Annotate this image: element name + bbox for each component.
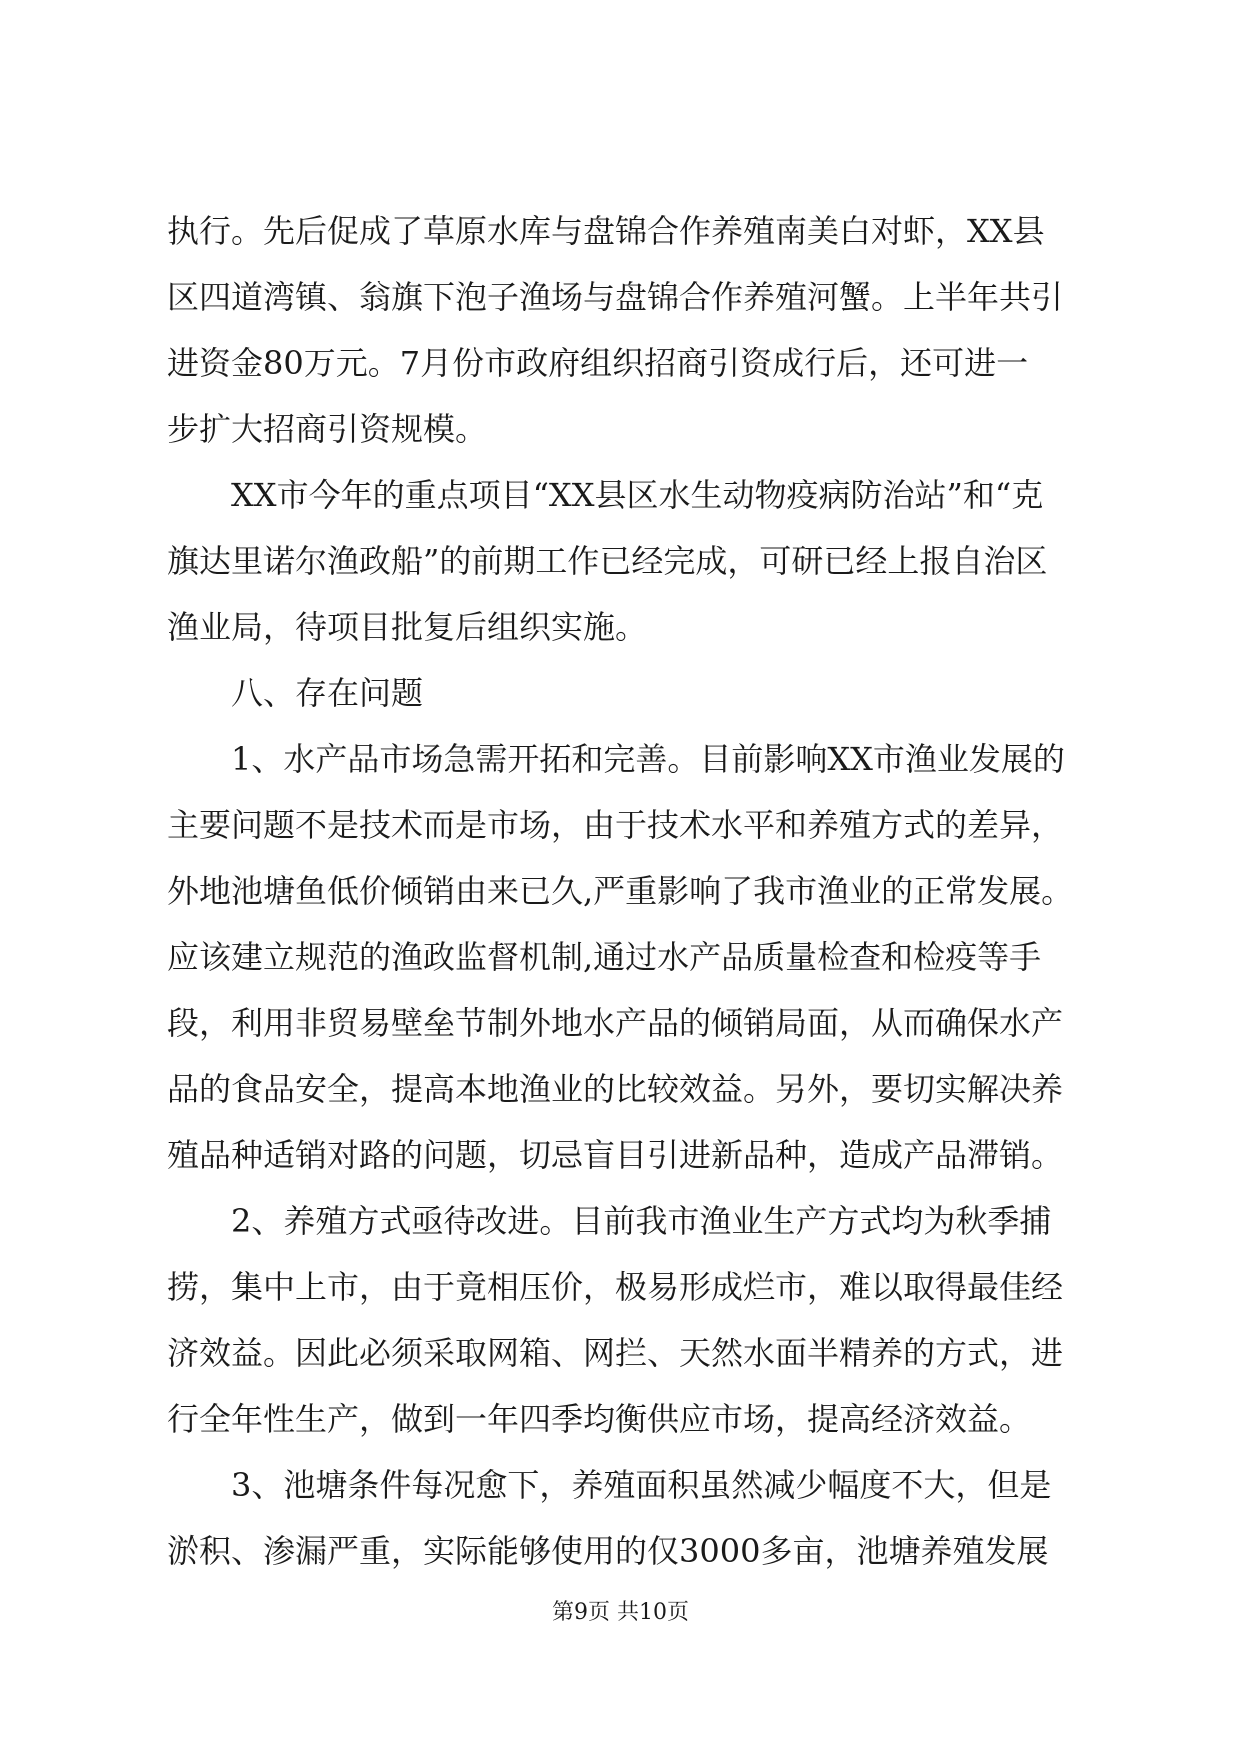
page-footer: 第9页 共10页: [552, 1600, 689, 1625]
text-line: 旗达里诺尔渔政船”的前期工作已经完成，可研已经上报自治区: [167, 542, 1048, 580]
text-line: 区四道湾镇、翁旗下泡子渔场与盘锦合作养殖河蟹。上半年共引: [167, 278, 1064, 316]
text-line: 济效益。因此必须采取网箱、网拦、天然水面半精养的方式，进: [167, 1334, 1064, 1372]
text-line: 主要问题不是技术而是市场，由于技术水平和养殖方式的差异，: [167, 806, 1064, 844]
text-line: 应该建立规范的渔政监督机制,通过水产品质量检查和检疫等手: [167, 938, 1042, 976]
text-line: 进资金80万元。7月份市政府组织招商引资成行后，还可进一: [167, 344, 1029, 382]
text-line: 品的食品安全，提高本地渔业的比较效益。另外，要切实解决养: [167, 1070, 1064, 1108]
text-line: XX市今年的重点项目“XX县区水生动物疫病防治站”和“克: [167, 476, 1044, 514]
section-heading: 八、存在问题: [167, 674, 424, 712]
text-line: 殖品种适销对路的问题，切忌盲目引进新品种，造成产品滞销。: [167, 1136, 1064, 1174]
text-line: 渔业局，待项目批复后组织实施。: [167, 608, 648, 646]
text-line: 3、池塘条件每况愈下，养殖面积虽然减少幅度不大，但是: [167, 1466, 1052, 1504]
text-line: 步扩大招商引资规模。: [167, 410, 488, 448]
text-line: 外地池塘鱼低价倾销由来已久,严重影响了我市渔业的正常发展。: [167, 872, 1074, 910]
text-line: 1、水产品市场急需开拓和完善。目前影响XX市渔业发展的: [167, 740, 1065, 778]
text-line: 段，利用非贸易壁垒节制外地水产品的倾销局面，从而确保水产: [167, 1004, 1064, 1042]
text-line: 执行。先后促成了草原水库与盘锦合作养殖南美白对虾，XX县: [167, 212, 1045, 250]
text-line: 行全年性生产，做到一年四季均衡供应市场，提高经济效益。: [167, 1400, 1032, 1438]
text-line: 淤积、渗漏严重，实际能够使用的仅3000多亩，池塘养殖发展: [167, 1532, 1049, 1570]
text-line: 2、养殖方式亟待改进。目前我市渔业生产方式均为秋季捕: [167, 1202, 1052, 1240]
text-line: 捞，集中上市，由于竟相压价，极易形成烂市，难以取得最佳经: [167, 1268, 1064, 1306]
